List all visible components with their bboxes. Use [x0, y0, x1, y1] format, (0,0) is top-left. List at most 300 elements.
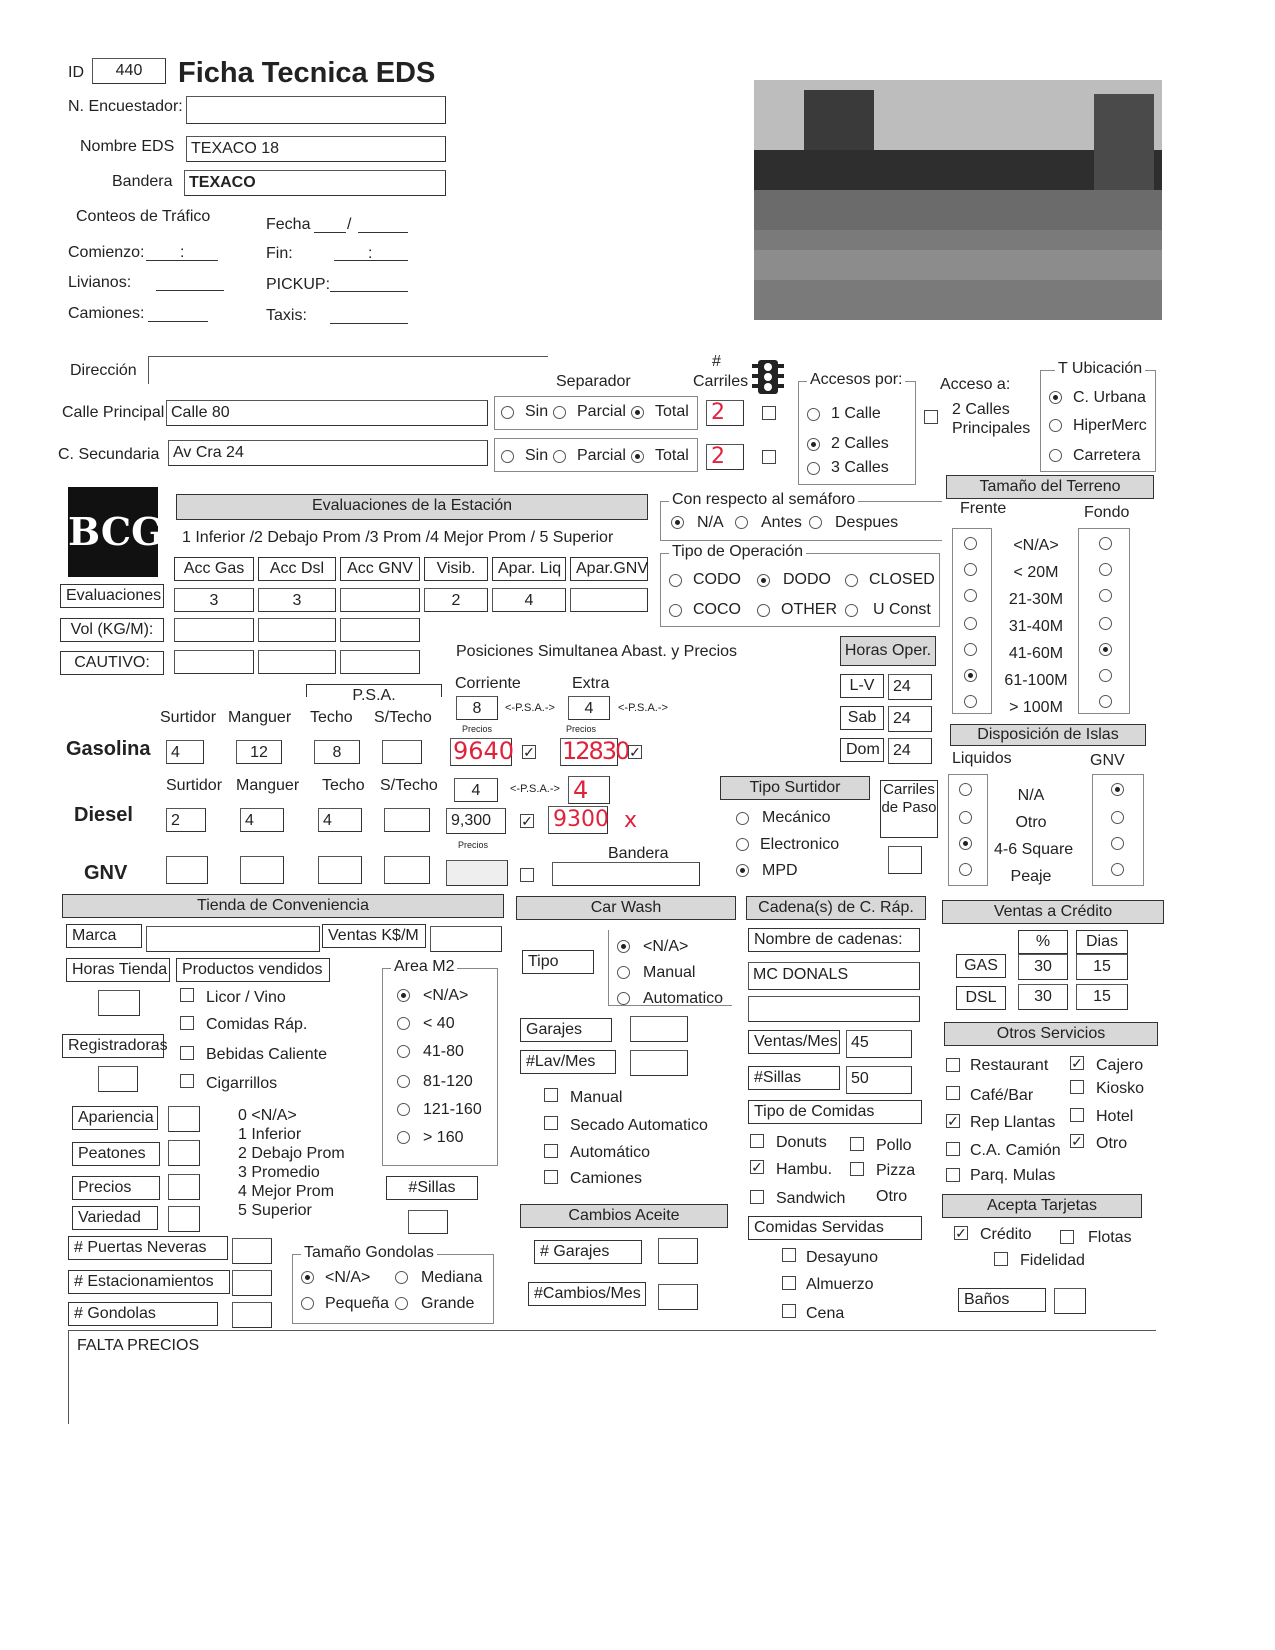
- desayuno-checkbox[interactable]: [782, 1248, 796, 1262]
- cena-checkbox[interactable]: [782, 1304, 796, 1318]
- fondo-20-radio[interactable]: [1099, 563, 1112, 576]
- eval-acc-dsl-field[interactable]: 3: [258, 588, 336, 612]
- eval-acc-gnv-field[interactable]: [340, 588, 420, 612]
- islas-gnv-otro-radio[interactable]: [1111, 811, 1124, 824]
- col-visib: Visib.: [424, 557, 488, 581]
- area-m2-group: [382, 958, 498, 1166]
- bandera-field[interactable]: TEXACO: [184, 170, 446, 196]
- livianos-line[interactable]: [156, 290, 224, 291]
- banos-field[interactable]: [1054, 1288, 1086, 1314]
- hotel-checkbox[interactable]: [1070, 1108, 1084, 1122]
- ubicacion-hipermerc-label: HiperMerc: [1073, 417, 1147, 434]
- donuts-label: Donuts: [776, 1134, 827, 1151]
- calle-secundaria-field[interactable]: Av Cra 24: [168, 440, 488, 466]
- area-160-radio[interactable]: [397, 1103, 410, 1116]
- id-field[interactable]: 440: [92, 58, 166, 84]
- registradoras-label: Registradoras: [62, 1034, 164, 1058]
- gnv-techo-field[interactable]: [318, 856, 362, 884]
- rep-llantas-checkbox[interactable]: ✓: [947, 1113, 959, 1129]
- acceso-a-option: 2 Calles Principales: [952, 401, 1031, 437]
- area-40-radio[interactable]: [397, 1017, 410, 1030]
- islas-liq-na-radio[interactable]: [959, 783, 972, 796]
- carriles-paso-field[interactable]: [888, 846, 922, 874]
- cajero-checkbox[interactable]: ✓: [1071, 1055, 1083, 1071]
- fondo-100-radio[interactable]: [1099, 669, 1112, 682]
- tienda-scale-item: 4 Mejor Prom: [238, 1183, 335, 1200]
- op-closed-label: CLOSED: [869, 571, 935, 588]
- gas-manguer-field[interactable]: 12: [236, 740, 282, 764]
- almuerzo-label: Almuerzo: [806, 1276, 874, 1293]
- gas-precios-label-1: Precios: [462, 724, 493, 734]
- livianos-label: Livianos:: [68, 274, 132, 291]
- dsl-surtidor-field[interactable]: 2: [166, 808, 206, 832]
- sep-principal-parcial-label: Parcial: [577, 403, 626, 420]
- estacionamientos-field[interactable]: [232, 1270, 272, 1296]
- taxis-label: Taxis:: [266, 307, 307, 324]
- islas-option: 4-6 Square: [994, 841, 1074, 858]
- surtidor-electronico-radio[interactable]: [736, 838, 749, 851]
- cautivo-acc-dsl-field[interactable]: [258, 650, 336, 674]
- cigarrillos-checkbox[interactable]: [180, 1074, 194, 1088]
- gnv-surtidor-field[interactable]: [166, 856, 208, 884]
- pollo-checkbox[interactable]: [850, 1137, 864, 1151]
- credito-card-checkbox[interactable]: ✓: [955, 1225, 967, 1241]
- sep-principal-parcial-radio[interactable]: [553, 406, 566, 419]
- dsl-techo-col: Techo: [322, 777, 365, 794]
- dsl-precio-extra-field[interactable]: 9300: [548, 806, 608, 834]
- islas-gnv-label: GNV: [1090, 752, 1125, 769]
- area-120-radio[interactable]: [397, 1075, 410, 1088]
- ubicacion-carretera-radio[interactable]: [1049, 449, 1062, 462]
- carriles-secundaria-field[interactable]: 2: [706, 444, 744, 470]
- gas-precio-corriente-field[interactable]: 9640: [450, 738, 512, 766]
- surtidor-mecanico-radio[interactable]: [736, 812, 749, 825]
- dsl-extra-x-mark: x: [624, 808, 638, 833]
- area-80-label: 41-80: [423, 1043, 464, 1060]
- otro-servicio-checkbox[interactable]: ✓: [1071, 1133, 1083, 1149]
- dsl-precio-corriente-field[interactable]: 9,300: [446, 808, 506, 834]
- tarjetas-header: Acepta Tarjetas: [942, 1194, 1142, 1218]
- tienda-scale-item: 5 Superior: [238, 1202, 312, 1219]
- cafe-bar-checkbox[interactable]: [946, 1086, 960, 1100]
- sep-principal-sin-radio[interactable]: [501, 406, 514, 419]
- fidelidad-label: Fidelidad: [1020, 1252, 1085, 1269]
- tienda-scale-item: 1 Inferior: [238, 1126, 302, 1143]
- islas-liq-otro-radio[interactable]: [959, 811, 972, 824]
- kiosko-checkbox[interactable]: [1070, 1080, 1084, 1094]
- accesos-label: Accesos por:: [807, 371, 905, 389]
- gnv-checkbox[interactable]: [520, 868, 534, 882]
- credito-dsl-dias-field[interactable]: 15: [1076, 984, 1128, 1010]
- gas-surtidor-field[interactable]: 4: [166, 740, 204, 764]
- islas-gnv-peaje-radio[interactable]: [1111, 863, 1124, 876]
- cadenas-ventas-label: Ventas/Mes: [748, 1030, 840, 1054]
- sep-principal-total-radio[interactable]: [631, 406, 644, 419]
- comidas-rap-checkbox[interactable]: [180, 1016, 194, 1030]
- gas-corriente-checkbox[interactable]: ✓: [523, 744, 535, 760]
- carriles-principal-field[interactable]: 2: [706, 400, 744, 426]
- frente-40-radio[interactable]: [964, 617, 977, 630]
- fondo-over100-radio[interactable]: [1099, 695, 1112, 708]
- ubicacion-hipermerc-radio[interactable]: [1049, 419, 1062, 432]
- restaurant-checkbox[interactable]: [946, 1058, 960, 1072]
- op-uconst-radio[interactable]: [845, 604, 858, 617]
- area-na-label: <N/A>: [423, 987, 469, 1004]
- gas-techo-field[interactable]: 8: [314, 740, 360, 764]
- islas-option: N/A: [1017, 787, 1045, 804]
- area-over160-label: > 160: [423, 1129, 464, 1146]
- islas-header: Disposición de Islas: [950, 724, 1146, 746]
- taxis-line[interactable]: [330, 323, 408, 324]
- gondola-pequena-radio[interactable]: [301, 1297, 314, 1310]
- islas-liq-peaje-radio[interactable]: [959, 863, 972, 876]
- gondola-grande-radio[interactable]: [395, 1297, 408, 1310]
- peatones-label: Peatones: [72, 1142, 160, 1166]
- separador-label: Separador: [556, 373, 631, 390]
- fondo-60-radio[interactable]: [1099, 643, 1112, 656]
- gas-psa-extra-field[interactable]: 4: [568, 696, 610, 720]
- islas-gnv-square-radio[interactable]: [1111, 837, 1124, 850]
- gas-techo-col: Techo: [310, 709, 353, 726]
- horas-dom-field[interactable]: 24: [888, 738, 932, 764]
- principal-semaforo-checkbox[interactable]: [762, 406, 776, 420]
- cautivo-acc-gnv-field[interactable]: [340, 650, 420, 674]
- fecha-day-line[interactable]: [314, 232, 346, 233]
- operacion-label: Tipo de Operación: [669, 543, 806, 561]
- encuestador-field[interactable]: [186, 96, 446, 124]
- gondola-mediana-radio[interactable]: [395, 1271, 408, 1284]
- camiones-line[interactable]: [148, 321, 208, 322]
- carwash-manual-label: Manual: [643, 964, 696, 981]
- vol-acc-gnv-field[interactable]: [340, 618, 420, 642]
- registradoras-field[interactable]: [98, 1066, 138, 1092]
- productos-label: Productos vendidos: [176, 958, 330, 982]
- area-na-radio[interactable]: [397, 989, 410, 1002]
- carwash-automatico-radio[interactable]: [617, 992, 630, 1005]
- cw-camiones-checkbox[interactable]: [544, 1170, 558, 1184]
- cw-automatico-label: Automático: [570, 1144, 651, 1161]
- apariencia-field[interactable]: [168, 1106, 200, 1132]
- gas-precios-label-2: Precios: [566, 724, 597, 734]
- ca-camion-checkbox[interactable]: [946, 1142, 960, 1156]
- dsl-techo-field[interactable]: 4: [318, 808, 362, 832]
- eval-apar-gnv-field[interactable]: [570, 588, 648, 612]
- comienzo-label: Comienzo:: [68, 244, 145, 261]
- credito-card-label: Crédito: [980, 1226, 1032, 1243]
- frente-over100-radio[interactable]: [964, 695, 977, 708]
- gas-surtidor-col: Surtidor: [160, 709, 217, 726]
- aceite-cambios-label: #Cambios/Mes: [528, 1282, 646, 1306]
- islas-option: Peaje: [1010, 868, 1052, 885]
- ubicacion-label: T Ubicación: [1055, 360, 1145, 378]
- pizza-label: Pizza: [876, 1162, 916, 1179]
- op-closed-radio[interactable]: [845, 574, 858, 587]
- fidelidad-checkbox[interactable]: [994, 1252, 1008, 1266]
- acceso-2-radio[interactable]: [807, 438, 820, 451]
- gas-manguer-col: Manguer: [228, 709, 292, 726]
- col-acc-dsl: Acc Dsl: [258, 557, 336, 581]
- semaforo-despues-label: Despues: [835, 514, 899, 531]
- ubicacion-urbana-radio[interactable]: [1049, 391, 1062, 404]
- eval-apar-liq-field[interactable]: 4: [492, 588, 566, 612]
- islas-option: Otro: [1015, 814, 1047, 831]
- cadenas-sillas-label: #Sillas: [748, 1066, 840, 1090]
- credito-header: Ventas a Crédito: [942, 900, 1164, 924]
- evaluaciones-header: Evaluaciones de la Estación: [176, 494, 648, 520]
- credito-gas-pct-field[interactable]: 30: [1018, 954, 1068, 980]
- semaforo-na-radio[interactable]: [671, 516, 684, 529]
- cautivo-acc-gas-field[interactable]: [174, 650, 254, 674]
- eval-acc-gas-field[interactable]: 3: [174, 588, 254, 612]
- surtidor-mpd-label: MPD: [762, 862, 798, 879]
- op-dodo-radio[interactable]: [757, 574, 770, 587]
- gondola-na-radio[interactable]: [301, 1271, 314, 1284]
- marca-label: Marca: [66, 924, 142, 948]
- sandwich-label: Sandwich: [776, 1190, 846, 1207]
- puertas-neveras-field[interactable]: [232, 1238, 272, 1264]
- licor-checkbox[interactable]: [180, 988, 194, 1002]
- separador-secundaria-group: [494, 438, 698, 472]
- tienda-scale-item: 2 Debajo Prom: [238, 1145, 345, 1162]
- dsl-corriente-checkbox[interactable]: ✓: [521, 813, 533, 829]
- ventas-tienda-field[interactable]: [430, 926, 502, 952]
- surtidor-electronico-label: Electronico: [760, 836, 840, 853]
- islas-gnv-na-radio[interactable]: [1111, 783, 1124, 796]
- parq-mulas-checkbox[interactable]: [946, 1168, 960, 1182]
- gondolas-field[interactable]: [232, 1302, 272, 1328]
- dsl-stecho-field[interactable]: [384, 808, 430, 832]
- cadenas-nombre-field-2[interactable]: [748, 996, 920, 1022]
- frente-label: Frente: [960, 500, 1007, 517]
- gas-precio-extra-field[interactable]: 12830: [562, 737, 629, 765]
- cadenas-sillas-field[interactable]: 50: [846, 1066, 912, 1094]
- surtidor-mpd-radio[interactable]: [736, 864, 749, 877]
- sep-secundaria-parcial-label: Parcial: [577, 447, 626, 464]
- peatones-field[interactable]: [168, 1140, 200, 1166]
- notes-field[interactable]: FALTA PRECIOS: [68, 1330, 1156, 1424]
- islas-liq-radio-group: [948, 774, 988, 886]
- op-other-label: OTHER: [781, 601, 837, 618]
- pickup-label: PICKUP:: [266, 276, 331, 293]
- frente-100-radio[interactable]: [964, 669, 977, 682]
- extra-label: Extra: [572, 675, 610, 692]
- traffic-light-icon: [752, 358, 784, 398]
- banos-label: Baños: [958, 1288, 1046, 1312]
- bcg-logo: BCG: [68, 487, 158, 577]
- gas-stecho-field[interactable]: [382, 740, 422, 764]
- islas-gnv-radio-group: [1092, 774, 1144, 886]
- islas-liq-square-radio[interactable]: [959, 837, 972, 850]
- pizza-checkbox[interactable]: [850, 1162, 864, 1176]
- operacion-group: [660, 543, 940, 627]
- pickup-line[interactable]: [330, 291, 408, 292]
- fondo-40-radio[interactable]: [1099, 617, 1112, 630]
- encuestador-label: N. Encuestador:: [68, 98, 183, 115]
- id-label: ID: [68, 64, 84, 81]
- direccion-field[interactable]: [148, 356, 548, 384]
- ventas-tienda-label: Ventas K$/M: [322, 924, 426, 948]
- gnv-precio-field[interactable]: [446, 860, 508, 886]
- sandwich-checkbox[interactable]: [750, 1190, 764, 1204]
- col-apar-liq: Apar. Liq: [492, 557, 566, 581]
- frente-20-radio[interactable]: [964, 563, 977, 576]
- restaurant-label: Restaurant: [970, 1057, 1049, 1074]
- gnv-bandera-field[interactable]: [552, 862, 700, 886]
- frente-na-radio[interactable]: [964, 537, 977, 550]
- kiosko-label: Kiosko: [1096, 1080, 1145, 1097]
- fondo-30-radio[interactable]: [1099, 589, 1112, 602]
- carwash-na-radio[interactable]: [617, 940, 630, 953]
- estacionamientos-label: # Estacionamientos: [68, 1270, 230, 1294]
- hambu-label: Hambu.: [776, 1161, 833, 1178]
- carwash-lav-field[interactable]: [630, 1050, 688, 1076]
- terreno-size: < 20M: [1013, 564, 1059, 581]
- surtidor-mecanico-label: Mecánico: [762, 809, 831, 826]
- horas-tienda-label: Horas Tienda: [66, 958, 170, 982]
- row-vol-label: Vol (KG/M):: [60, 618, 164, 642]
- horas-lv-field[interactable]: 24: [888, 674, 932, 700]
- gas-psa-corriente-field[interactable]: 8: [456, 696, 498, 720]
- op-other-radio[interactable]: [757, 604, 770, 617]
- op-dodo-label: DODO: [783, 571, 831, 588]
- apariencia-label: Apariencia: [72, 1106, 158, 1130]
- psa-label: P.S.A.: [306, 684, 442, 697]
- sep-secundaria-total-radio[interactable]: [631, 450, 644, 463]
- fecha-month-line[interactable]: [358, 232, 408, 233]
- op-codo-radio[interactable]: [669, 574, 682, 587]
- sep-secundaria-parcial-radio[interactable]: [553, 450, 566, 463]
- op-coco-label: COCO: [693, 601, 741, 618]
- sep-secundaria-total-label: Total: [655, 447, 689, 464]
- horas-sab-label: Sab: [840, 706, 884, 730]
- evaluaciones-scale: 1 Inferior /2 Debajo Prom /3 Prom /4 Mejor Prom / 5 Superior: [182, 529, 614, 546]
- islas-option-list: [994, 782, 1074, 890]
- cw-automatico-checkbox[interactable]: [544, 1144, 558, 1158]
- acceso-3-label: 3 Calles: [831, 459, 889, 476]
- otro-servicio-label: Otro: [1096, 1135, 1128, 1152]
- variedad-field[interactable]: [168, 1206, 200, 1232]
- donuts-checkbox[interactable]: [750, 1134, 764, 1148]
- credito-gas-dias-field[interactable]: 15: [1076, 954, 1128, 980]
- flotas-label: Flotas: [1088, 1229, 1132, 1246]
- acceso-a-checkbox[interactable]: [924, 410, 938, 424]
- bandera-label: Bandera: [112, 173, 173, 190]
- cw-manual-checkbox[interactable]: [544, 1088, 558, 1102]
- horas-tienda-field[interactable]: [98, 990, 140, 1016]
- nombre-eds-field[interactable]: TEXACO 18: [186, 136, 446, 162]
- gondola-na-label: <N/A>: [325, 1269, 371, 1286]
- cw-manual-label: Manual: [570, 1089, 623, 1106]
- carwash-manual-radio[interactable]: [617, 966, 630, 979]
- gas-extra-checkbox[interactable]: ✓: [629, 744, 641, 760]
- aceite-cambios-field[interactable]: [658, 1284, 698, 1310]
- dsl-stecho-col: S/Techo: [380, 777, 438, 794]
- semaforo-despues-radio[interactable]: [809, 516, 822, 529]
- dsl-psa-corriente-field[interactable]: 4: [454, 778, 498, 802]
- licor-label: Licor / Vino: [206, 989, 286, 1006]
- secundaria-semaforo-checkbox[interactable]: [762, 450, 776, 464]
- tienda-sillas-field[interactable]: [408, 1210, 448, 1234]
- hambu-checkbox[interactable]: ✓: [751, 1159, 763, 1175]
- dsl-psa-arrow: <-P.S.A.->: [510, 783, 560, 795]
- carwash-garajes-field[interactable]: [630, 1016, 688, 1042]
- cadenas-ventas-field[interactable]: 45: [846, 1030, 912, 1058]
- semaforo-na-label: N/A: [697, 514, 724, 531]
- fin-sep: :: [368, 245, 373, 262]
- gnv-label: GNV: [84, 862, 128, 884]
- acceso-a-label: Acceso a:: [940, 376, 1011, 393]
- op-uconst-label: U Const: [873, 601, 931, 618]
- credito-dsl-pct-field[interactable]: 30: [1018, 984, 1068, 1010]
- tam-gondolas-label: Tamaño Gondolas: [301, 1244, 437, 1262]
- cw-secado-checkbox[interactable]: [544, 1116, 558, 1130]
- fondo-na-radio[interactable]: [1099, 537, 1112, 550]
- tienda-scale-list: [238, 1106, 345, 1220]
- area-over160-radio[interactable]: [397, 1131, 410, 1144]
- col-apar-gnv: Apar.GNV: [570, 557, 648, 581]
- op-coco-radio[interactable]: [669, 604, 682, 617]
- credito-dias-label: Dias: [1076, 930, 1128, 954]
- terreno-size: 61-100M: [1004, 672, 1068, 689]
- frente-60-radio[interactable]: [964, 643, 977, 656]
- aceite-garajes-label: # Garajes: [534, 1240, 642, 1264]
- flotas-checkbox[interactable]: [1060, 1230, 1074, 1244]
- dsl-psa-extra-field[interactable]: 4: [568, 776, 610, 804]
- acceso-1-radio[interactable]: [807, 408, 820, 421]
- tienda-header: Tienda de Conveniencia: [62, 894, 504, 918]
- fin-label: Fin:: [266, 245, 293, 262]
- credito-pct-label: %: [1018, 930, 1068, 954]
- puertas-neveras-label: # Puertas Neveras: [68, 1236, 228, 1260]
- acceso-3-radio[interactable]: [807, 462, 820, 475]
- semaforo-antes-radio[interactable]: [735, 516, 748, 529]
- calle-principal-field[interactable]: Calle 80: [166, 400, 488, 426]
- cadenas-nombre-field-1[interactable]: MC DONALS: [748, 962, 920, 990]
- ubicacion-carretera-label: Carretera: [1073, 447, 1141, 464]
- precios-tienda-field[interactable]: [168, 1174, 200, 1200]
- gondola-pequena-label: Pequeña: [325, 1295, 390, 1312]
- sep-secundaria-sin-radio[interactable]: [501, 450, 514, 463]
- comidas-servidas-label: Comidas Servidas: [748, 1216, 922, 1240]
- gas-psa-arrow-2: <-P.S.A.->: [618, 702, 668, 714]
- ubicacion-urbana-label: C. Urbana: [1073, 389, 1146, 406]
- carwash-tipo-group: [608, 930, 732, 1006]
- frente-30-radio[interactable]: [964, 589, 977, 602]
- separador-principal-group: [494, 396, 698, 430]
- horas-sab-field[interactable]: 24: [888, 706, 932, 732]
- eval-visib-field[interactable]: 2: [424, 588, 488, 612]
- accesos-group: [798, 371, 916, 485]
- gas-psa-arrow-1: <-P.S.A.->: [505, 702, 555, 714]
- marca-field[interactable]: [146, 926, 320, 952]
- calle-secundaria-label: C. Secundaria: [58, 446, 160, 463]
- area-80-radio[interactable]: [397, 1045, 410, 1058]
- gas-stecho-col: S/Techo: [374, 709, 432, 726]
- almuerzo-checkbox[interactable]: [782, 1276, 796, 1290]
- comidas-rap-label: Comidas Ráp.: [206, 1016, 308, 1033]
- corriente-label: Corriente: [455, 675, 521, 692]
- vol-acc-dsl-field[interactable]: [258, 618, 336, 642]
- gnv-stecho-field[interactable]: [384, 856, 430, 884]
- vol-acc-gas-field[interactable]: [174, 618, 254, 642]
- calle-principal-label: Calle Principal: [62, 404, 165, 421]
- aceite-garajes-field[interactable]: [658, 1238, 698, 1264]
- bebidas-checkbox[interactable]: [180, 1046, 194, 1060]
- gnv-manguer-field[interactable]: [240, 856, 284, 884]
- dsl-manguer-field[interactable]: 4: [240, 808, 284, 832]
- servicios-header: Otros Servicios: [944, 1022, 1158, 1046]
- cafe-bar-label: Café/Bar: [970, 1087, 1034, 1104]
